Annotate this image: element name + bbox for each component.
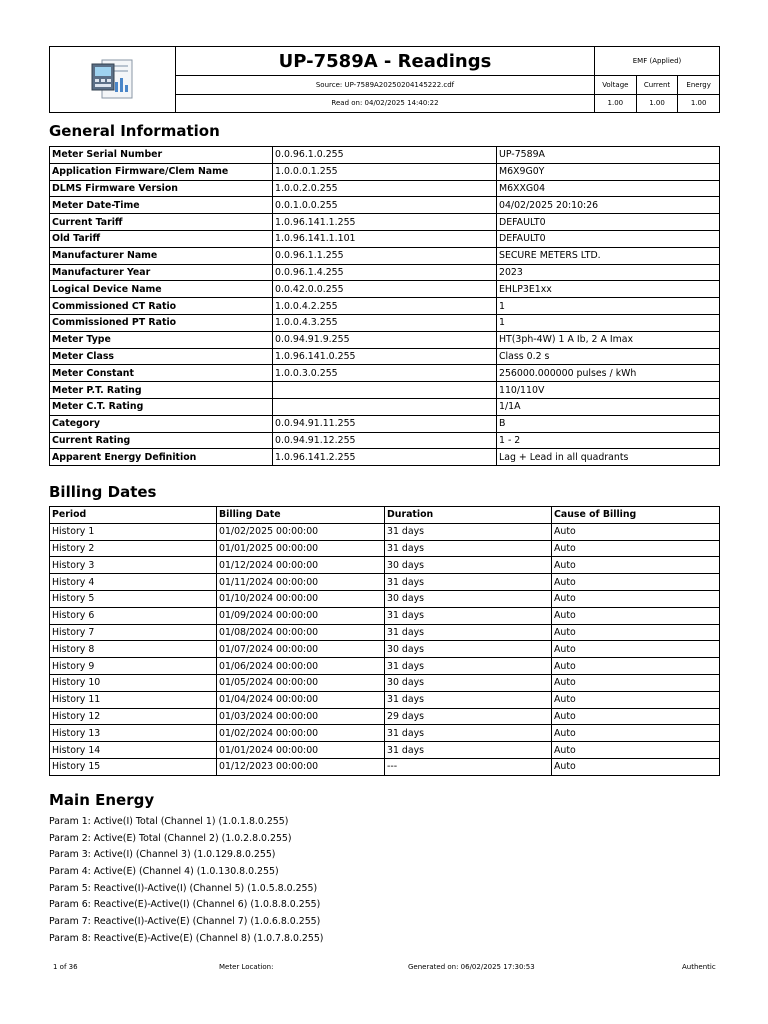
- billing-cause: Auto: [552, 624, 720, 641]
- info-value: SECURE METERS LTD.: [497, 247, 720, 264]
- billing-date: 01/02/2024 00:00:00: [217, 725, 385, 742]
- billing-duration: 29 days: [385, 708, 552, 725]
- general-info-row: [50, 180, 720, 197]
- general-info-row: [50, 147, 720, 164]
- energy-param: Param 4: Active(E) (Channel 4) (1.0.130.8.0.255): [49, 866, 279, 878]
- meter-report-icon: [88, 56, 138, 100]
- obis-code: 0.0.94.91.9.255: [273, 331, 497, 348]
- info-value: M6X9G0Y: [497, 163, 720, 180]
- energy-param: Param 1: Active(I) Total (Channel 1) (1.0.1.8.0.255): [49, 816, 289, 827]
- billing-duration: 31 days: [385, 624, 552, 641]
- billing-period: History 3: [50, 557, 217, 574]
- billing-date: 01/05/2024 00:00:00: [217, 674, 385, 691]
- info-value: M6XXG04: [497, 180, 720, 197]
- info-value: 2023: [497, 264, 720, 281]
- billing-duration: 31 days: [385, 742, 552, 759]
- billing-duration: 30 days: [385, 674, 552, 691]
- general-info-row: [50, 415, 720, 432]
- billing-cause: Auto: [552, 540, 720, 557]
- billing-dates-table: [49, 506, 720, 776]
- billing-period: History 2: [50, 540, 217, 557]
- obis-code: [273, 398, 497, 415]
- obis-code: 1.0.0.4.3.255: [273, 314, 497, 331]
- billing-duration: ---: [385, 758, 552, 775]
- obis-code: 0.0.94.91.12.255: [273, 432, 497, 449]
- info-label: Meter Constant: [50, 365, 273, 382]
- billing-cause: Auto: [552, 708, 720, 725]
- billing-duration: 31 days: [385, 691, 552, 708]
- general-info-row: [50, 398, 720, 415]
- billing-row: [50, 557, 720, 574]
- info-value: DEFAULT0: [497, 230, 720, 247]
- obis-code: 1.0.0.3.0.255: [273, 365, 497, 382]
- emf-current-header: Current: [636, 76, 678, 94]
- obis-code: 1.0.0.4.2.255: [273, 298, 497, 315]
- page-number: 1 of 36: [53, 963, 78, 971]
- billing-col-period: Period: [50, 507, 217, 524]
- general-info-row: [50, 298, 720, 315]
- general-info-row: [50, 314, 720, 331]
- billing-period: History 14: [50, 742, 217, 759]
- general-info-row: [50, 247, 720, 264]
- billing-date: 01/09/2024 00:00:00: [217, 607, 385, 624]
- billing-cause: Auto: [552, 523, 720, 540]
- billing-date: 01/12/2023 00:00:00: [217, 758, 385, 775]
- billing-row: [50, 641, 720, 658]
- billing-cause: Auto: [552, 742, 720, 759]
- billing-duration: 30 days: [385, 641, 552, 658]
- billing-date: 01/01/2024 00:00:00: [217, 742, 385, 759]
- info-value: Class 0.2 s: [497, 348, 720, 365]
- obis-code: 1.0.96.141.1.101: [273, 230, 497, 247]
- obis-code: 0.0.1.0.0.255: [273, 197, 497, 214]
- general-info-row: [50, 281, 720, 298]
- billing-cause: Auto: [552, 574, 720, 591]
- general-info-row: [50, 230, 720, 247]
- obis-code: 1.0.0.2.0.255: [273, 180, 497, 197]
- emf-current-value: 1.00: [636, 94, 678, 112]
- billing-date: 01/04/2024 00:00:00: [217, 691, 385, 708]
- billing-date: 01/01/2025 00:00:00: [217, 540, 385, 557]
- info-value: 1: [497, 298, 720, 315]
- obis-code: 0.0.94.91.11.255: [273, 415, 497, 432]
- info-label: Meter Serial Number: [50, 147, 273, 164]
- billing-period: History 9: [50, 658, 217, 675]
- billing-dates-heading: Billing Dates: [49, 483, 157, 501]
- emf-voltage-value: 1.00: [595, 94, 637, 112]
- info-value: 1: [497, 314, 720, 331]
- info-label: Current Rating: [50, 432, 273, 449]
- billing-period: History 4: [50, 574, 217, 591]
- info-label: Apparent Energy Definition: [50, 449, 273, 466]
- info-label: Meter Date-Time: [50, 197, 273, 214]
- billing-cause: Auto: [552, 758, 720, 775]
- energy-param-list: [49, 814, 323, 948]
- general-information-heading: General Information: [49, 122, 220, 140]
- report-header: [49, 46, 720, 113]
- info-label: Meter Type: [50, 331, 273, 348]
- billing-row: [50, 742, 720, 759]
- info-value: 1/1A: [497, 398, 720, 415]
- billing-cause: Auto: [552, 674, 720, 691]
- info-label: Commissioned PT Ratio: [50, 314, 273, 331]
- info-value: HT(3ph-4W) 1 A Ib, 2 A Imax: [497, 331, 720, 348]
- billing-date: 01/07/2024 00:00:00: [217, 641, 385, 658]
- billing-period: History 8: [50, 641, 217, 658]
- info-label: Category: [50, 415, 273, 432]
- general-info-row: [50, 348, 720, 365]
- info-label: Meter P.T. Rating: [50, 382, 273, 399]
- billing-period: History 10: [50, 674, 217, 691]
- emf-voltage-header: Voltage: [595, 76, 637, 94]
- billing-cause: Auto: [552, 607, 720, 624]
- energy-param: Param 8: Reactive(E)-Active(E) (Channel 8) (1.0.7.8.0.255): [49, 932, 324, 944]
- obis-code: 1.0.0.0.1.255: [273, 163, 497, 180]
- billing-date: 01/08/2024 00:00:00: [217, 624, 385, 641]
- billing-col-date: Billing Date: [217, 507, 385, 524]
- billing-row: [50, 624, 720, 641]
- general-information-table: [49, 146, 720, 466]
- billing-period: History 11: [50, 691, 217, 708]
- billing-duration: 31 days: [385, 607, 552, 624]
- info-value: 256000.000000 pulses / kWh: [497, 365, 720, 382]
- info-value: 1 - 2: [497, 432, 720, 449]
- billing-cause: Auto: [552, 557, 720, 574]
- obis-code: 1.0.96.141.0.255: [273, 348, 497, 365]
- general-info-row: [50, 264, 720, 281]
- info-label: Manufacturer Year: [50, 264, 273, 281]
- billing-period: History 7: [50, 624, 217, 641]
- billing-row: [50, 574, 720, 591]
- obis-code: [273, 382, 497, 399]
- billing-row: [50, 590, 720, 607]
- billing-row: [50, 691, 720, 708]
- generated-on: Generated on: 06/02/2025 17:30:53: [408, 963, 535, 971]
- report-title: UP-7589A - Readings: [176, 47, 595, 76]
- billing-col-cause: Cause of Billing: [552, 507, 720, 524]
- general-info-row: [50, 197, 720, 214]
- emf-energy-value: 1.00: [678, 94, 720, 112]
- billing-cause: Auto: [552, 590, 720, 607]
- source-file: Source: UP-7589A20250204145222.cdf: [176, 76, 595, 94]
- info-value: UP-7589A: [497, 147, 720, 164]
- info-label: Application Firmware/Clem Name: [50, 163, 273, 180]
- info-label: Old Tariff: [50, 230, 273, 247]
- obis-code: 0.0.96.1.1.255: [273, 247, 497, 264]
- read-on-timestamp: Read on: 04/02/2025 14:40:22: [176, 94, 595, 112]
- general-info-row: [50, 382, 720, 399]
- general-info-row: [50, 163, 720, 180]
- info-value: Lag + Lead in all quadrants: [497, 449, 720, 466]
- billing-row: [50, 758, 720, 775]
- info-label: Manufacturer Name: [50, 247, 273, 264]
- info-value: DEFAULT0: [497, 214, 720, 231]
- energy-param: Param 6: Reactive(E)-Active(I) (Channel 6) (1.0.8.8.0.255): [49, 899, 321, 911]
- billing-period: History 1: [50, 523, 217, 540]
- info-label: Meter Class: [50, 348, 273, 365]
- billing-duration: 31 days: [385, 523, 552, 540]
- emf-label: EMF (Applied): [595, 47, 720, 76]
- energy-param: Param 2: Active(E) Total (Channel 2) (1.0.2.8.0.255): [49, 832, 292, 844]
- billing-header-row: [50, 507, 720, 524]
- report-logo-cell: [50, 47, 176, 113]
- info-value: 04/02/2025 20:10:26: [497, 197, 720, 214]
- billing-date: 01/03/2024 00:00:00: [217, 708, 385, 725]
- billing-period: History 12: [50, 708, 217, 725]
- billing-row: [50, 607, 720, 624]
- info-label: Meter C.T. Rating: [50, 398, 273, 415]
- obis-code: 0.0.96.1.0.255: [273, 147, 497, 164]
- billing-date: 01/02/2025 00:00:00: [217, 523, 385, 540]
- billing-duration: 30 days: [385, 590, 552, 607]
- billing-cause: Auto: [552, 691, 720, 708]
- billing-row: [50, 725, 720, 742]
- main-energy-heading: Main Energy: [49, 791, 155, 809]
- billing-cause: Auto: [552, 725, 720, 742]
- billing-duration: 30 days: [385, 557, 552, 574]
- billing-row: [50, 674, 720, 691]
- obis-code: 1.0.96.141.1.255: [273, 214, 497, 231]
- billing-period: History 13: [50, 725, 217, 742]
- billing-date: 01/06/2024 00:00:00: [217, 658, 385, 675]
- billing-duration: 31 days: [385, 540, 552, 557]
- billing-duration: 31 days: [385, 658, 552, 675]
- info-label: DLMS Firmware Version: [50, 180, 273, 197]
- billing-period: History 6: [50, 607, 217, 624]
- obis-code: 0.0.42.0.0.255: [273, 281, 497, 298]
- general-info-row: [50, 331, 720, 348]
- obis-code: 1.0.96.141.2.255: [273, 449, 497, 466]
- billing-row: [50, 708, 720, 725]
- energy-param: Param 7: Reactive(I)-Active(E) (Channel 7) (1.0.6.8.0.255): [49, 916, 321, 928]
- info-label: Logical Device Name: [50, 281, 273, 298]
- billing-date: 01/10/2024 00:00:00: [217, 590, 385, 607]
- energy-param: Param 5: Reactive(I)-Active(I) (Channel 5) (1.0.5.8.0.255): [49, 882, 318, 894]
- info-value: 110/110V: [497, 382, 720, 399]
- info-value: EHLP3E1xx: [497, 281, 720, 298]
- billing-duration: 31 days: [385, 725, 552, 742]
- billing-row: [50, 540, 720, 557]
- billing-duration: 31 days: [385, 574, 552, 591]
- billing-period: History 15: [50, 758, 217, 775]
- meter-location: Meter Location:: [219, 963, 274, 971]
- info-value: B: [497, 415, 720, 432]
- billing-period: History 5: [50, 590, 217, 607]
- billing-col-duration: Duration: [385, 507, 552, 524]
- billing-row: [50, 523, 720, 540]
- general-info-row: [50, 432, 720, 449]
- obis-code: 0.0.96.1.4.255: [273, 264, 497, 281]
- emf-energy-header: Energy: [678, 76, 720, 94]
- info-label: Current Tariff: [50, 214, 273, 231]
- info-label: Commissioned CT Ratio: [50, 298, 273, 315]
- billing-date: 01/12/2024 00:00:00: [217, 557, 385, 574]
- authentic-status: Authentic: [682, 963, 716, 971]
- billing-row: [50, 658, 720, 675]
- general-info-row: [50, 449, 720, 466]
- billing-cause: Auto: [552, 658, 720, 675]
- general-info-row: [50, 214, 720, 231]
- billing-cause: Auto: [552, 641, 720, 658]
- billing-date: 01/11/2024 00:00:00: [217, 574, 385, 591]
- general-info-row: [50, 365, 720, 382]
- energy-param: Param 3: Active(I) (Channel 3) (1.0.129.8.0.255): [49, 849, 276, 861]
